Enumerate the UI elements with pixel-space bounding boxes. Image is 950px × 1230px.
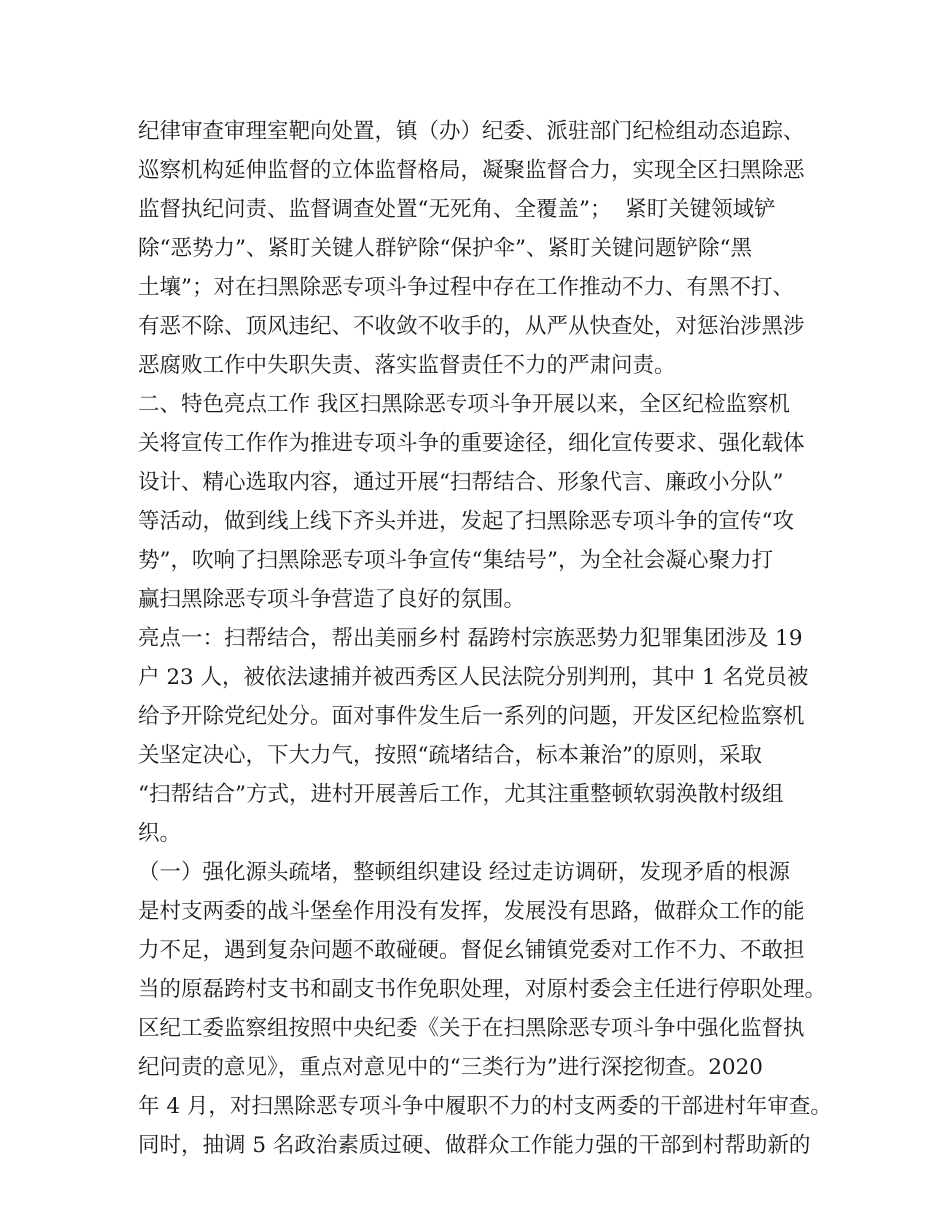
text-line: 巡察机构延伸监督的立体监督格局，凝聚监督合力，实现全区扫黑除恶 [138, 158, 805, 183]
document-body [138, 112, 832, 1165]
text-line: 年 4 月，对扫黑除恶专项斗争中履职不力的村支两委的干部进村年审查。 [138, 1094, 832, 1119]
text-line: 区纪工委监察组按照中央纪委《关于在扫黑除恶专项斗争中强化监督执 [138, 1016, 805, 1041]
text-line: 给予开除党纪处分。面对事件发生后一系列的问题，开发区纪检监察机 [138, 704, 805, 729]
text-line: 当的原磊跨村支书和副支书作免职处理，对原村委会主任进行停职处理。 [138, 977, 827, 1002]
section-heading-line: 二、特色亮点工作 我区扫黑除恶专项斗争开展以来，全区纪检监察机 [138, 392, 790, 417]
text-line: 纪律审查审理室靶向处置，镇（办）纪委、派驻部门纪检组动态追踪、 [138, 119, 805, 144]
highlight-heading-line: 亮点一：扫帮结合，帮出美丽乡村 磊跨村宗族恶势力犯罪集团涉及 19 [138, 626, 803, 651]
text-line: 织。 [138, 821, 182, 846]
text-line: 势”，吹响了扫黑除恶专项斗争宣传“集结号”，为全社会凝心聚力打 [138, 548, 773, 573]
text-line: 关将宣传工作作为推进专项斗争的重要途径，细化宣传要求、强化载体 [138, 431, 805, 456]
text-line: 户 23 人，被依法逮捕并被西秀区人民法院分别判刑，其中 1 名党员被 [138, 665, 809, 690]
text-line: “扫帮结合”方式，进村开展善后工作，尤其注重整顿软弱涣散村级组 [138, 782, 784, 807]
text-line: 有恶不除、顶风违纪、不收敛不收手的，从严从快查处，对惩治涉黑涉 [138, 314, 805, 339]
text-line: 力不足，遇到复杂问题不敢碰硬。督促幺铺镇党委对工作不力、不敢担 [138, 938, 805, 963]
subsection-heading-line: （一）强化源头疏堵，整顿组织建设 经过走访调研，发现矛盾的根源 [138, 860, 790, 885]
text-line: 除“恶势力”、紧盯关键人群铲除“保护伞”、紧盯关键问题铲除“黑 [138, 236, 752, 261]
text-line: 同时，抽调 5 名政治素质过硬、做群众工作能力强的干部到村帮助新的 [138, 1133, 811, 1158]
text-line: 土壤”；对在扫黑除恶专项斗争过程中存在工作推动不力、有黑不打、 [138, 275, 794, 300]
text-line: 恶腐败工作中失职失责、落实监督责任不力的严肃问责。 [138, 353, 676, 378]
text-line: 是村支两委的战斗堡垒作用没有发挥，发展没有思路，做群众工作的能 [138, 899, 805, 924]
text-line: 关坚定决心，下大力气，按照“疏堵结合，标本兼治”的原则，采取 [138, 743, 762, 768]
text-line: 监督执纪问责、监督调查处置“无死角、全覆盖”； 紧盯关键领域铲 [138, 197, 776, 222]
text-line: 设计、精心选取内容，通过开展“扫帮结合、形象代言、廉政小分队” [138, 470, 784, 495]
text-line: 纪问责的意见》，重点对意见中的“三类行为”进行深挖彻查。2020 [138, 1055, 763, 1080]
text-line: 等活动，做到线上线下齐头并进，发起了扫黑除恶专项斗争的宣传“攻 [138, 509, 794, 534]
text-line: 赢扫黑除恶专项斗争营造了良好的氛围。 [138, 587, 526, 612]
